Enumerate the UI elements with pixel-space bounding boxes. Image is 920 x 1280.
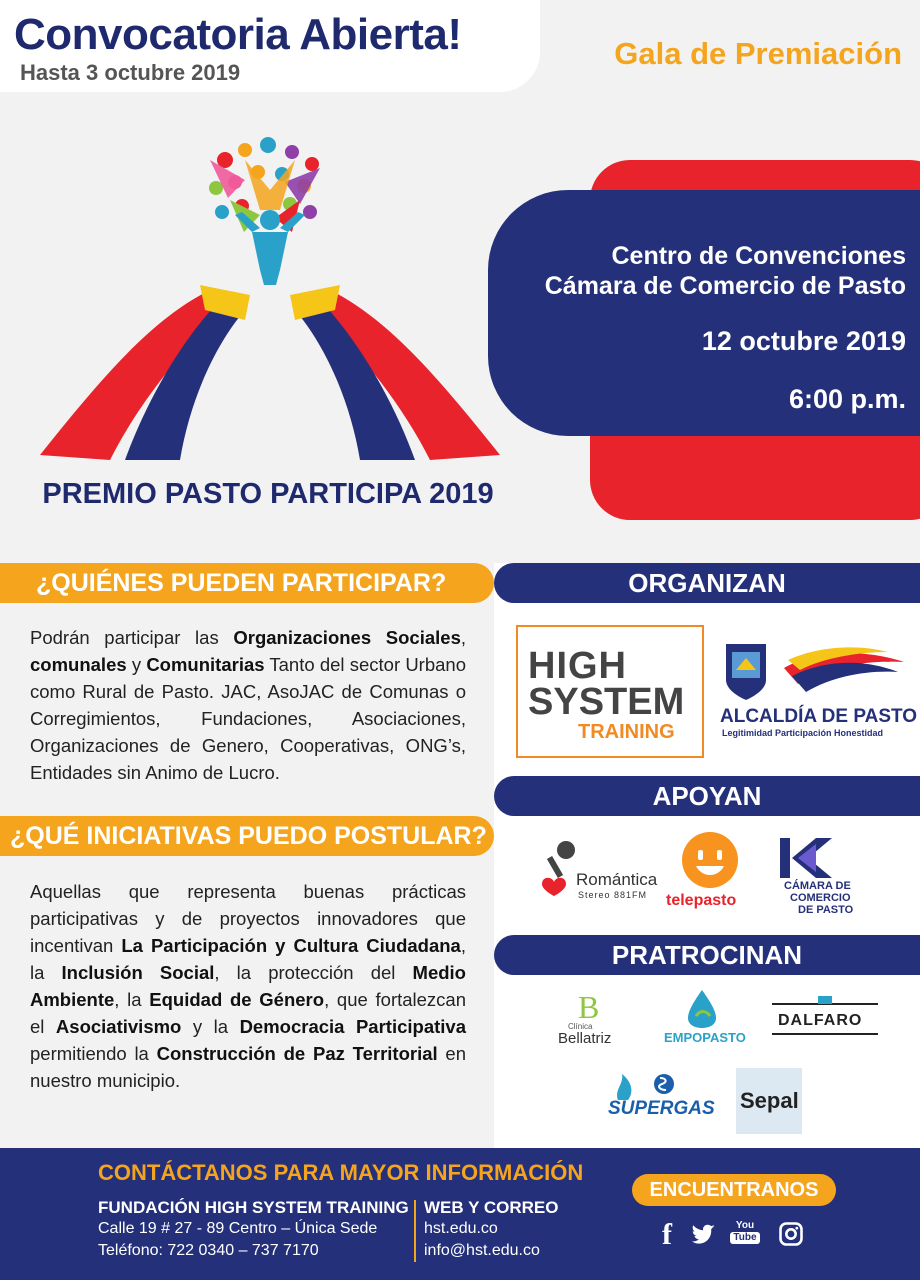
- organizers-heading: ORGANIZAN: [494, 563, 920, 603]
- bold-phrase: La Participación y Cultura Ciudadana: [121, 935, 461, 956]
- text-run: en nuestro municipio.: [30, 1043, 466, 1091]
- award-name: PREMIO PASTO PARTICIPA 2019: [42, 478, 494, 510]
- romantica-subtitle: Stereo 881FM: [578, 890, 648, 900]
- camara-line1: CÁMARA DE: [784, 880, 851, 892]
- bold-phrase: Inclusión Social: [61, 962, 215, 983]
- address-text: Calle 19 # 27 - 89 Centro – Única Sede: [98, 1220, 378, 1237]
- bellatriz-name: Bellatriz: [558, 1030, 612, 1047]
- contact-title: CONTÁCTANOS PARA MAYOR INFORMACIÓN: [98, 1160, 584, 1185]
- high-system-training-logo: [516, 625, 704, 758]
- sponsors-heading: PRATROCINAN: [494, 935, 920, 975]
- text-run: Aquellas que representa buenas prácticas participativas y de proyectos innovadores que incentivan: [30, 881, 466, 956]
- bold-phrase: Medio Ambiente: [30, 962, 466, 1010]
- footer: [0, 1148, 920, 1280]
- water-drop-icon: [660, 988, 744, 1028]
- text-run: ,: [460, 627, 466, 648]
- supporters-heading: APOYAN: [494, 776, 920, 816]
- event-time: 6:00 p.m.: [788, 384, 906, 414]
- text-run: Tanto del sector Urbano como Rural de Pasto. JAC, AsoJAC de Comunas o Corregimientos, Fundaciones, Asociaciones, Organizaciones de Genero, Cooperativas, ONG’s, Entidades sin Animo de Lucro.: [30, 654, 466, 783]
- what-initiatives-heading: ¿QUÉ INICIATIVAS PUEDO POSTULAR?: [0, 816, 494, 856]
- telepasto-logo: [662, 830, 758, 915]
- instagram-icon[interactable]: [776, 1220, 806, 1250]
- who-can-participate-heading: ¿QUIÉNES PUEDEN PARTICIPAR?: [0, 563, 494, 603]
- who-can-participate-text: [30, 624, 466, 786]
- empopasto-logo: [660, 988, 744, 1052]
- camara-line3: DE PASTO: [798, 904, 854, 916]
- foundation-name: FUNDACIÓN HIGH SYSTEM TRAINING: [98, 1198, 409, 1217]
- people-figures-icon: [209, 137, 320, 285]
- gala-title: Gala de Premiación: [614, 36, 902, 71]
- deadline-text: Hasta 3 octubre 2019: [20, 60, 241, 85]
- footer-divider: [414, 1200, 416, 1262]
- bold-phrase: Comunitarias: [146, 654, 265, 675]
- email-link[interactable]: info@hst.edu.co: [424, 1242, 540, 1259]
- sepal-logo: [736, 1068, 802, 1134]
- award-logo: [30, 120, 510, 480]
- bellatriz-b-icon: [556, 988, 626, 1022]
- web-url-link[interactable]: hst.edu.co: [424, 1220, 498, 1237]
- youtube-icon[interactable]: [730, 1220, 760, 1250]
- hst-high-text: HIGH: [528, 645, 627, 687]
- text-run: permitiendo la: [30, 1043, 157, 1064]
- twitter-icon[interactable]: [688, 1220, 718, 1250]
- alcaldia-pasto-logo: [718, 640, 918, 740]
- hst-training-text: TRAINING: [578, 721, 675, 743]
- camara-line2: COMERCIO: [790, 892, 851, 904]
- supergas-name: SUPERGAS: [608, 1098, 715, 1119]
- bold-phrase: Construcción de Paz Territorial: [156, 1043, 438, 1064]
- telepasto-face-icon: [662, 830, 758, 892]
- facebook-icon[interactable]: f: [662, 1218, 672, 1251]
- phone-text: Teléfono: 722 0340 – 737 7170: [98, 1242, 319, 1259]
- telepasto-name: telepasto: [666, 892, 737, 909]
- text-run: y: [126, 654, 147, 675]
- find-us-badge: ENCUENTRANOS: [632, 1174, 836, 1206]
- text-run: , la protección del: [214, 962, 413, 983]
- hst-system-text: SYSTEM: [528, 681, 685, 723]
- text-run: , la: [114, 989, 150, 1010]
- event-venue-line1: Centro de Convenciones: [611, 242, 906, 270]
- bold-phrase: Democracia Participativa: [239, 1016, 466, 1037]
- text-run: y la: [181, 1016, 240, 1037]
- romantica-stereo-logo: [538, 840, 658, 900]
- youtube-bottom-text: Tube: [730, 1232, 760, 1244]
- romantica-name: Romántica: [576, 870, 658, 889]
- dalfaro-logo: [772, 994, 878, 1044]
- text-run: Podrán participar las: [30, 627, 234, 648]
- alcaldia-emblem-icon: [718, 640, 908, 704]
- bold-phrase: Asociativismo: [55, 1016, 182, 1037]
- alcaldia-name: ALCALDÍA DE PASTO: [720, 706, 918, 727]
- microphone-heart-icon: [538, 840, 578, 900]
- event-date: 12 octubre 2019: [701, 326, 906, 356]
- what-initiatives-text: [30, 878, 466, 1094]
- camara-k-icon: [776, 836, 886, 880]
- supergas-logo: [604, 1072, 715, 1136]
- bold-phrase: Equidad de Género: [149, 989, 325, 1010]
- main-title: Convocatoria Abierta!: [14, 10, 462, 59]
- youtube-top-text: You: [735, 1220, 755, 1231]
- event-venue-line2: Cámara de Comercio de Pasto: [544, 272, 906, 300]
- bold-phrase: comunales: [30, 654, 127, 675]
- flag-wings-icon: [40, 285, 500, 460]
- bold-phrase: Organizaciones Sociales: [233, 627, 461, 648]
- web-title: WEB Y CORREO: [424, 1198, 559, 1217]
- dalfaro-name: DALFARO: [778, 1012, 863, 1029]
- text-run: , que fortalezcan el: [30, 989, 467, 1037]
- clinica-bellatriz-logo: [556, 988, 626, 1052]
- text-run: , la: [30, 935, 466, 983]
- sepal-name: Sepal: [740, 1088, 799, 1113]
- camara-comercio-logo: [776, 836, 886, 916]
- alcaldia-motto: Legitimidad Participación Honestidad: [722, 728, 884, 738]
- svg-text:B: B: [578, 989, 600, 1022]
- empopasto-name: EMPOPASTO: [664, 1030, 746, 1045]
- bellatriz-clinica: Clínica: [568, 1022, 593, 1031]
